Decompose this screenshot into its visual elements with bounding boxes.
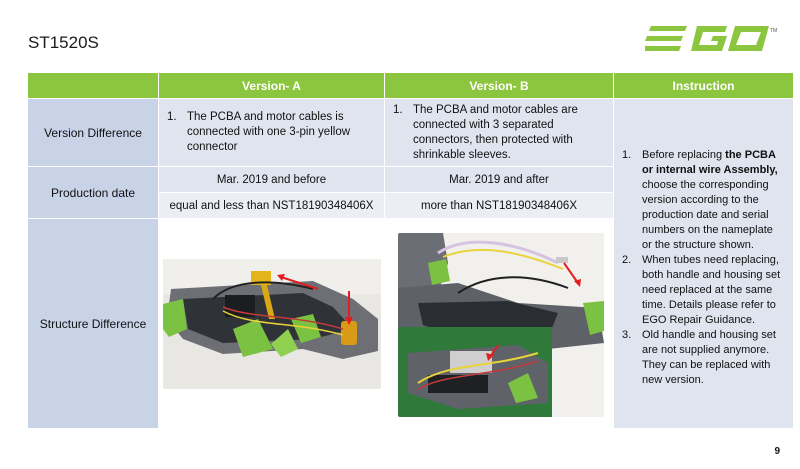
version-a-date: Mar. 2019 and before (159, 167, 385, 193)
instruction-item-1: 1. Before replacing the PCBA or internal wire Assembly, choose the corresponding version according to the production date and serial numbers on the nameplate or the structure shown. (622, 148, 778, 251)
page-number: 9 (774, 446, 780, 457)
version-b-date: Mar. 2019 and after (385, 167, 614, 193)
header-version-a: Version- A (159, 73, 385, 99)
version-comparison-table (27, 72, 794, 429)
instruction-item-3: 3. Old handle and housing set are not supplied anymore. They can be replaced with new version. (622, 328, 776, 386)
page-title: ST1520S (28, 33, 99, 52)
svg-text:TM: TM (770, 28, 777, 34)
version-a-photo-cell (159, 219, 385, 429)
version-b-serial: more than NST18190348406X (385, 193, 614, 219)
version-b-difference (385, 99, 614, 167)
version-b-difference-text: The PCBA and motor cables are connected with 3 separated connectors, then protected with shrinkable sleeves. (413, 103, 578, 161)
version-a-difference (159, 99, 385, 167)
header-version-b: Version- B (385, 73, 614, 99)
version-a-serial: equal and less than NST18190348406X (159, 193, 385, 219)
table-header-row (28, 73, 794, 99)
ego-logo (645, 24, 777, 54)
row-label-structure-difference: Structure Difference (28, 219, 159, 429)
row-label-production-date: Production date (28, 167, 159, 219)
list-number: 1. (167, 111, 177, 123)
header-instruction: Instruction (614, 73, 794, 99)
version-b-structure-photo (398, 233, 604, 417)
version-a-difference-text: The PCBA and motor cables is connected with one 3-pin yellow connector (187, 111, 351, 153)
row-label-version-difference: Version Difference (28, 99, 159, 167)
list-number: 1. (393, 103, 403, 116)
instruction-cell (614, 99, 794, 429)
table-row-version-difference (28, 99, 794, 167)
instruction-item-2: 2. When tubes need replacing, both handle and housing set need replaced at the same time. Details please refer to EGO Repair Guidance. (622, 253, 781, 326)
version-a-structure-photo (163, 259, 381, 389)
header-empty (28, 73, 159, 99)
version-b-photo-cell (385, 219, 614, 429)
